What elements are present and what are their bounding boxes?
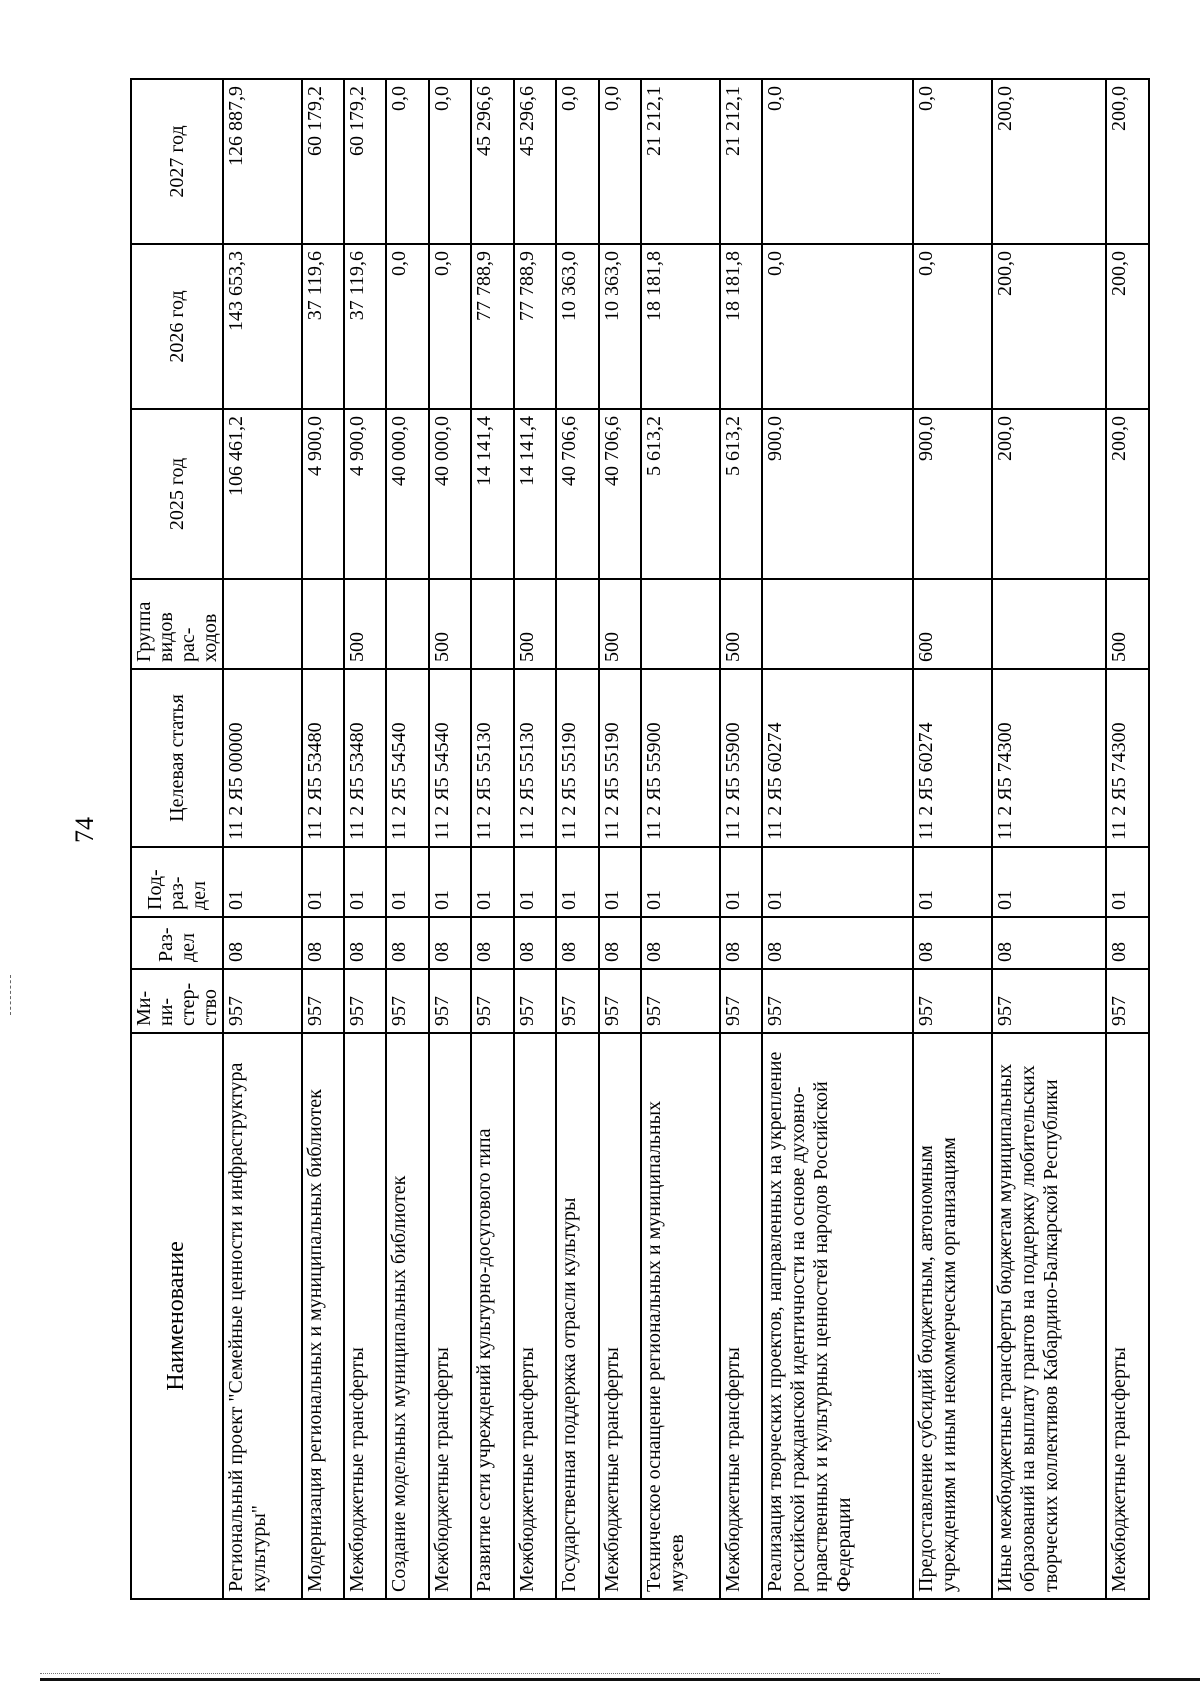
cell-name: Межбюджетные трансферты [720,1033,762,1599]
table-row [429,79,471,1599]
cell-target: 11 2 Я5 55190 [599,669,641,847]
cell-ministry: 957 [386,969,428,1033]
table-row [762,79,913,1599]
cell-2027: 60 179,2 [302,79,344,244]
cell-2026: 0,0 [762,244,913,409]
cell-ministry: 957 [762,969,913,1033]
cell-target: 11 2 Я5 55130 [514,669,556,847]
cell-section: 08 [1106,917,1149,969]
cell-ministry: 957 [556,969,598,1033]
cell-subsection: 01 [223,847,302,917]
cell-target: 11 2 Я5 54540 [429,669,471,847]
cell-ministry: 957 [913,969,992,1033]
cell-target: 11 2 Я5 60274 [913,669,992,847]
scan-noise [40,1673,940,1676]
cell-ministry: 957 [471,969,513,1033]
cell-name: Государственная поддержка отрасли культуры [556,1033,598,1599]
cell-group: 500 [344,579,386,669]
cell-2025: 40 706,6 [599,409,641,579]
cell-target: 11 2 Я5 54540 [386,669,428,847]
cell-section: 08 [992,917,1107,969]
header-subsection: Под-раз-дел [131,847,223,917]
cell-2025: 900,0 [913,409,992,579]
cell-subsection: 01 [429,847,471,917]
cell-name: Межбюджетные трансферты [1106,1033,1149,1599]
cell-group: 500 [720,579,762,669]
cell-2025: 106 461,2 [223,409,302,579]
cell-2025: 900,0 [762,409,913,579]
cell-subsection: 01 [720,847,762,917]
cell-target: 11 2 Я5 53480 [302,669,344,847]
table-row [223,79,302,1599]
cell-name: Реализация творческих проектов, направленных на укрепление российской гражданской идентичности на основе духовно-нравственных и культурных ценностей народов Российской Федерации [762,1033,913,1599]
margin-mark [10,975,12,1015]
cell-group: 600 [913,579,992,669]
cell-target: 11 2 Я5 60274 [762,669,913,847]
cell-subsection: 01 [386,847,428,917]
cell-name: Межбюджетные трансферты [429,1033,471,1599]
cell-section: 08 [599,917,641,969]
cell-group: 500 [1106,579,1149,669]
cell-2025: 40 000,0 [386,409,428,579]
cell-2026: 37 119,6 [302,244,344,409]
cell-name: Иные межбюджетные трансферты бюджетам муниципальных образований на выплату грантов на поддержку любительских творческих коллективов Кабардино-Балкарской Республики [992,1033,1107,1599]
table-row [302,79,344,1599]
cell-subsection: 01 [556,847,598,917]
table-row [599,79,641,1599]
cell-2027: 0,0 [556,79,598,244]
cell-section: 08 [344,917,386,969]
table-row [556,79,598,1599]
header-name: Наименование [131,1033,223,1599]
cell-2026: 10 363,0 [556,244,598,409]
cell-target: 11 2 Я5 74300 [992,669,1107,847]
cell-2025: 40 000,0 [429,409,471,579]
cell-2027: 45 296,6 [471,79,513,244]
cell-section: 08 [514,917,556,969]
cell-section: 08 [302,917,344,969]
header-section: Раз-дел [131,917,223,969]
cell-group: 500 [599,579,641,669]
cell-subsection: 01 [913,847,992,917]
cell-group [223,579,302,669]
cell-name: Предоставление субсидий бюджетным, автономным учреждениям и иным некоммерческим организациям [913,1033,992,1599]
cell-2025: 200,0 [992,409,1107,579]
cell-subsection: 01 [1106,847,1149,917]
cell-2026: 10 363,0 [599,244,641,409]
cell-2027: 200,0 [992,79,1107,244]
header-2025: 2025 год [131,409,223,579]
table-row [720,79,762,1599]
cell-name: Развитие сети учреждений культурно-досугового типа [471,1033,513,1599]
cell-name: Техническое оснащение региональных и муниципальных музеев [641,1033,720,1599]
cell-group: 500 [429,579,471,669]
budget-table [130,78,1150,1600]
cell-ministry: 957 [344,969,386,1033]
cell-2026: 0,0 [386,244,428,409]
cell-ministry: 957 [992,969,1107,1033]
header-ministry: Ми-ни-стер-ство [131,969,223,1033]
cell-section: 08 [223,917,302,969]
cell-2027: 60 179,2 [344,79,386,244]
table-header-row [131,79,223,1599]
cell-2026: 77 788,9 [514,244,556,409]
cell-name: Модернизация региональных и муниципальных библиотек [302,1033,344,1599]
cell-group: 500 [514,579,556,669]
cell-subsection: 01 [992,847,1107,917]
cell-group [762,579,913,669]
cell-2027: 21 212,1 [641,79,720,244]
table-row [913,79,992,1599]
cell-section: 08 [720,917,762,969]
cell-ministry: 957 [223,969,302,1033]
table-row [1106,79,1149,1599]
cell-name: Межбюджетные трансферты [599,1033,641,1599]
cell-subsection: 01 [762,847,913,917]
cell-ministry: 957 [429,969,471,1033]
cell-2027: 21 212,1 [720,79,762,244]
cell-2026: 200,0 [992,244,1107,409]
budget-table-wrapper [130,80,1150,1600]
cell-section: 08 [641,917,720,969]
cell-group [556,579,598,669]
table-row [386,79,428,1599]
cell-2026: 143 653,3 [223,244,302,409]
cell-name: Межбюджетные трансферты [514,1033,556,1599]
cell-2027: 0,0 [599,79,641,244]
page-number: 74 [70,817,99,843]
header-2027: 2027 год [131,79,223,244]
cell-2025: 14 141,4 [471,409,513,579]
cell-2027: 45 296,6 [514,79,556,244]
cell-2026: 0,0 [913,244,992,409]
cell-2025: 200,0 [1106,409,1149,579]
cell-ministry: 957 [599,969,641,1033]
cell-2026: 18 181,8 [720,244,762,409]
table-row [992,79,1107,1599]
cell-target: 11 2 Я5 74300 [1106,669,1149,847]
cell-subsection: 01 [514,847,556,917]
cell-name: Создание модельных муниципальных библиотек [386,1033,428,1599]
cell-target: 11 2 Я5 55900 [641,669,720,847]
header-2026: 2026 год [131,244,223,409]
cell-2025: 4 900,0 [302,409,344,579]
header-expense-group: Группа видов рас-ходов [131,579,223,669]
cell-ministry: 957 [1106,969,1149,1033]
cell-subsection: 01 [599,847,641,917]
cell-section: 08 [556,917,598,969]
cell-target: 11 2 Я5 00000 [223,669,302,847]
cell-subsection: 01 [302,847,344,917]
cell-2027: 200,0 [1106,79,1149,244]
cell-name: Региональный проект "Семейные ценности и инфраструктура культуры" [223,1033,302,1599]
table-row [344,79,386,1599]
cell-ministry: 957 [720,969,762,1033]
cell-section: 08 [386,917,428,969]
table-row [514,79,556,1599]
cell-subsection: 01 [641,847,720,917]
cell-section: 08 [762,917,913,969]
cell-2026: 200,0 [1106,244,1149,409]
cell-2027: 0,0 [429,79,471,244]
cell-2026: 0,0 [429,244,471,409]
cell-2025: 40 706,6 [556,409,598,579]
cell-2027: 126 887,9 [223,79,302,244]
header-target: Целевая статья [131,669,223,847]
cell-section: 08 [429,917,471,969]
cell-group [302,579,344,669]
cell-ministry: 957 [641,969,720,1033]
cell-subsection: 01 [471,847,513,917]
cell-2026: 77 788,9 [471,244,513,409]
cell-target: 11 2 Я5 53480 [344,669,386,847]
page-bottom-rule [40,1678,1200,1681]
cell-subsection: 01 [344,847,386,917]
cell-group [386,579,428,669]
cell-2027: 0,0 [762,79,913,244]
cell-2025: 14 141,4 [514,409,556,579]
cell-ministry: 957 [514,969,556,1033]
cell-2027: 0,0 [386,79,428,244]
table-row [641,79,720,1599]
cell-section: 08 [471,917,513,969]
cell-target: 11 2 Я5 55900 [720,669,762,847]
cell-section: 08 [913,917,992,969]
cell-2026: 37 119,6 [344,244,386,409]
cell-2026: 18 181,8 [641,244,720,409]
cell-target: 11 2 Я5 55130 [471,669,513,847]
cell-2027: 0,0 [913,79,992,244]
cell-2025: 4 900,0 [344,409,386,579]
cell-ministry: 957 [302,969,344,1033]
cell-target: 11 2 Я5 55190 [556,669,598,847]
cell-2025: 5 613,2 [720,409,762,579]
cell-group [992,579,1107,669]
table-row [471,79,513,1599]
cell-group [641,579,720,669]
cell-group [471,579,513,669]
cell-2025: 5 613,2 [641,409,720,579]
cell-name: Межбюджетные трансферты [344,1033,386,1599]
